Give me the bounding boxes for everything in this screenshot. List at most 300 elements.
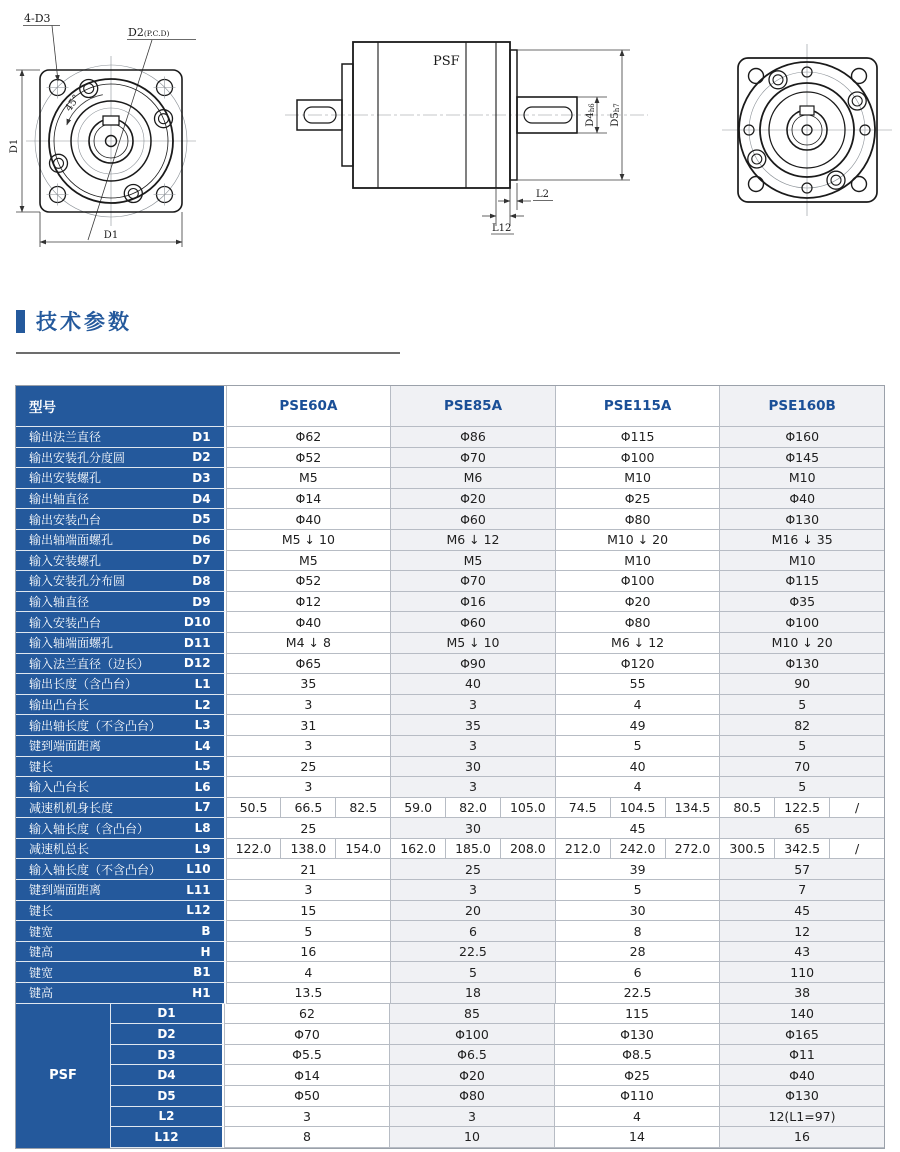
value-cell: Φ11	[719, 1045, 884, 1066]
value-cell: 5	[226, 921, 391, 942]
table-row	[16, 633, 884, 654]
param-name: 减速机总长	[29, 842, 90, 857]
table-row	[16, 592, 884, 613]
value-cell: 40	[555, 757, 720, 778]
param-label-cell	[16, 921, 226, 942]
psf-table-row	[111, 1004, 884, 1025]
value-cell: 15	[226, 901, 391, 922]
value-cell: 104.5	[610, 798, 665, 818]
value-cell: Φ20	[389, 1065, 554, 1086]
value-cell: 66.5	[280, 798, 335, 818]
value-cell: 14	[554, 1127, 719, 1148]
value-cell: Φ14	[226, 489, 391, 510]
value-cell: 40	[390, 674, 555, 695]
value-cell: Φ20	[555, 592, 720, 613]
param-name: 输出法兰直径	[29, 430, 102, 445]
section-header	[16, 306, 132, 336]
value-cell: M5 ↓ 10	[226, 530, 391, 551]
param-label-cell	[16, 489, 226, 510]
param-name: 输入安装螺孔	[29, 553, 102, 568]
value-cell: 12(L1=97)	[719, 1107, 884, 1128]
psf-table-row	[111, 1024, 884, 1045]
value-cell: Φ40	[719, 1065, 884, 1086]
value-cell: Φ50	[224, 1086, 389, 1107]
value-cell: 10	[389, 1127, 554, 1148]
value-cell: 3	[390, 695, 555, 716]
value-cell: 31	[226, 715, 391, 736]
value-cell: 82	[719, 715, 884, 736]
param-code: D1	[111, 1004, 224, 1025]
value-cell: 154.0	[335, 839, 390, 859]
value-cell: /	[829, 839, 884, 859]
value-cell: 162.0	[391, 839, 445, 859]
param-code: D3	[111, 1045, 224, 1066]
dim-d5-flange: D5h7	[610, 103, 622, 127]
value-cell: 242.0	[610, 839, 665, 859]
param-label-cell	[16, 777, 226, 798]
value-cell: M10	[719, 551, 884, 572]
value-cell: 5	[555, 880, 720, 901]
param-code: L7	[194, 800, 211, 815]
value-cell: Φ35	[719, 592, 884, 613]
param-name: 键长	[29, 759, 54, 774]
value-cell: M5 ↓ 10	[390, 633, 555, 654]
value-cell: Φ100	[719, 612, 884, 633]
param-name: 输入凸台长	[29, 780, 90, 795]
table-row	[16, 509, 884, 530]
param-code: L3	[194, 718, 211, 733]
param-code: D3	[192, 470, 211, 485]
psf-rows	[111, 1004, 884, 1148]
value-cell: 3	[226, 880, 391, 901]
psf-group	[16, 1004, 884, 1148]
value-cell: Φ165	[719, 1024, 884, 1045]
param-label-cell	[16, 654, 226, 675]
value-cell: 16	[226, 942, 391, 963]
value-cell: 3	[226, 777, 391, 798]
value-cell: 4	[554, 1107, 719, 1128]
param-name: 键宽	[29, 965, 54, 980]
param-code: D9	[192, 594, 211, 609]
tech-table	[15, 385, 885, 1149]
param-name: 键到端面距离	[29, 739, 102, 754]
value-cell: M4 ↓ 8	[226, 633, 391, 654]
pcd-label: D2(P.C.D)	[128, 26, 170, 39]
value-cell: 138.0	[280, 839, 335, 859]
value-cell: Φ110	[554, 1086, 719, 1107]
param-name: 输出凸台长	[29, 698, 90, 713]
value-cell: 45	[719, 901, 884, 922]
param-code: D7	[192, 553, 211, 568]
table-row	[16, 654, 884, 675]
value-cell: 13.5	[226, 983, 391, 1004]
param-label-cell	[16, 592, 226, 613]
value-cell: 50.5	[227, 798, 281, 818]
param-label-cell	[16, 942, 226, 963]
param-label-cell	[16, 551, 226, 572]
value-cell: 74.5	[556, 798, 610, 818]
param-label-cell	[16, 427, 226, 448]
value-cell: 3	[389, 1107, 554, 1128]
value-cell: 30	[390, 818, 555, 839]
value-cell: 105.0	[500, 798, 555, 818]
value-cell: 3	[390, 880, 555, 901]
value-cell: 16	[719, 1127, 884, 1148]
param-label-cell	[16, 839, 226, 860]
psf-table-row	[111, 1107, 884, 1128]
value-cell: M5	[226, 468, 391, 489]
value-cell: 25	[226, 757, 391, 778]
value-cell: 35	[390, 715, 555, 736]
value-cell: /	[829, 798, 884, 818]
param-code: L5	[194, 759, 211, 774]
value-cell: M10 ↓ 20	[719, 633, 884, 654]
param-name: 输入轴直径	[29, 595, 90, 610]
value-cell: 3	[390, 777, 555, 798]
value-cell: 122.0	[227, 839, 281, 859]
dim-d1-horizontal: D1	[103, 230, 119, 241]
psf-group-label: PSF	[16, 1004, 111, 1148]
value-cell-group	[226, 798, 391, 819]
value-cell: 55	[555, 674, 720, 695]
table-row	[16, 571, 884, 592]
value-cell: Φ100	[555, 571, 720, 592]
table-row	[16, 427, 884, 448]
dim-d1-vertical: D1	[9, 138, 20, 154]
value-cell: Φ6.5	[389, 1045, 554, 1066]
value-cell: Φ12	[226, 592, 391, 613]
psf-table-row	[111, 1045, 884, 1066]
value-cell-group	[226, 839, 391, 860]
value-cell: 115	[554, 1004, 719, 1025]
value-cell: M10 ↓ 20	[555, 530, 720, 551]
table-row	[16, 448, 884, 469]
value-cell: 45	[555, 818, 720, 839]
param-code: D1	[192, 429, 211, 444]
value-cell: 8	[555, 921, 720, 942]
table-row	[16, 530, 884, 551]
table-row	[16, 901, 884, 922]
param-code: L4	[194, 738, 211, 753]
value-cell: 4	[555, 695, 720, 716]
value-cell: 7	[719, 880, 884, 901]
value-cell: 18	[390, 983, 555, 1004]
table-row	[16, 880, 884, 901]
param-label-cell	[16, 715, 226, 736]
param-name: 减速机机身长度	[29, 800, 114, 815]
value-cell: 122.5	[774, 798, 829, 818]
param-code: D4	[192, 491, 211, 506]
value-cell: Φ90	[390, 654, 555, 675]
param-name: 键高	[29, 986, 54, 1001]
param-code: L9	[194, 841, 211, 856]
value-cell: Φ25	[554, 1065, 719, 1086]
technical-drawings	[0, 0, 900, 295]
value-cell: Φ160	[719, 427, 884, 448]
value-cell: Φ40	[226, 612, 391, 633]
param-name: 输入轴端面螺孔	[29, 636, 114, 651]
value-cell: 4	[555, 777, 720, 798]
param-code: D5	[111, 1086, 224, 1107]
psf-table-row	[111, 1127, 884, 1148]
param-label-cell	[16, 633, 226, 654]
value-cell: Φ20	[390, 489, 555, 510]
param-name: 输入安装凸台	[29, 615, 102, 630]
value-cell-group	[719, 839, 884, 860]
param-code: D12	[183, 656, 211, 671]
param-code: H1	[192, 985, 211, 1000]
param-label-cell	[16, 571, 226, 592]
value-cell: 49	[555, 715, 720, 736]
side-view-drawing	[285, 42, 648, 234]
value-cell: Φ145	[719, 448, 884, 469]
param-label-cell	[16, 612, 226, 633]
param-code: L1	[194, 676, 211, 691]
param-code: D8	[192, 573, 211, 588]
value-cell: 21	[226, 859, 391, 880]
param-label-cell	[16, 901, 226, 922]
value-cell: 6	[555, 962, 720, 983]
value-cell: Φ130	[719, 1086, 884, 1107]
param-name: 键高	[29, 945, 54, 960]
param-label-cell	[16, 509, 226, 530]
value-cell: Φ16	[390, 592, 555, 613]
param-label-cell	[16, 798, 226, 819]
param-code: L2	[111, 1107, 224, 1128]
value-cell: 57	[719, 859, 884, 880]
value-cell: 80.5	[720, 798, 774, 818]
param-code: D2	[192, 450, 211, 465]
value-cell: 25	[226, 818, 391, 839]
value-cell: Φ115	[555, 427, 720, 448]
param-label-cell	[16, 818, 226, 839]
param-code: D11	[183, 635, 211, 650]
value-cell: Φ5.5	[224, 1045, 389, 1066]
value-cell: 30	[555, 901, 720, 922]
value-cell: Φ80	[389, 1086, 554, 1107]
model-header-cell	[16, 386, 226, 427]
value-cell: 82.0	[445, 798, 500, 818]
value-cell: M10	[555, 468, 720, 489]
value-cell: Φ40	[719, 489, 884, 510]
table-row	[16, 757, 884, 778]
param-code: L2	[194, 697, 211, 712]
value-cell: Φ60	[390, 612, 555, 633]
value-cell: 12	[719, 921, 884, 942]
value-cell: 43	[719, 942, 884, 963]
param-name: 键长	[29, 903, 54, 918]
model-column-header: PSE160B	[719, 386, 884, 427]
dim-l2: L2	[536, 189, 550, 200]
param-code: L10	[186, 862, 211, 877]
value-cell: 59.0	[391, 798, 445, 818]
value-cell: 22.5	[555, 983, 720, 1004]
value-cell: 208.0	[500, 839, 555, 859]
value-cell: 28	[555, 942, 720, 963]
value-cell: Φ62	[226, 427, 391, 448]
param-label-cell	[16, 695, 226, 716]
param-name: 输出安装孔分度圆	[29, 450, 126, 465]
param-code: B1	[193, 965, 211, 980]
table-row	[16, 921, 884, 942]
value-cell: M6 ↓ 12	[390, 530, 555, 551]
value-cell: 185.0	[445, 839, 500, 859]
param-code: L12	[186, 903, 211, 918]
value-cell: 5	[719, 695, 884, 716]
param-label-cell	[16, 880, 226, 901]
param-name: 键到端面距离	[29, 883, 102, 898]
param-label-cell	[16, 859, 226, 880]
table-row	[16, 798, 884, 819]
value-cell: M5	[226, 551, 391, 572]
section-underline	[16, 352, 400, 354]
param-code: D10	[183, 615, 211, 630]
value-cell: Φ130	[719, 509, 884, 530]
table-row	[16, 551, 884, 572]
value-cell: 272.0	[665, 839, 720, 859]
value-cell: Φ80	[555, 612, 720, 633]
value-cell: Φ86	[390, 427, 555, 448]
value-cell: Φ115	[719, 571, 884, 592]
param-label-cell	[16, 448, 226, 469]
param-code: D4	[111, 1065, 224, 1086]
value-cell: 90	[719, 674, 884, 695]
value-cell: 65	[719, 818, 884, 839]
value-cell-group	[390, 798, 555, 819]
value-cell: Φ100	[389, 1024, 554, 1045]
value-cell-group	[555, 798, 720, 819]
value-cell: 25	[390, 859, 555, 880]
section-title: 技术参数	[36, 310, 132, 334]
value-cell: Φ52	[226, 571, 391, 592]
param-code: D5	[192, 512, 211, 527]
param-code: B	[201, 924, 211, 939]
value-cell: M5	[390, 551, 555, 572]
corner-holes-label: 4-D3	[24, 12, 51, 25]
value-cell: 140	[719, 1004, 884, 1025]
param-name: 输出安装螺孔	[29, 471, 102, 486]
param-code: L12	[111, 1127, 224, 1148]
value-cell: Φ80	[555, 509, 720, 530]
param-name: 输出轴直径	[29, 492, 90, 507]
value-cell: 4	[226, 962, 391, 983]
param-name: 输入法兰直径（边长）	[29, 656, 150, 671]
param-label-cell	[16, 530, 226, 551]
value-cell: 5	[390, 962, 555, 983]
value-cell: M6	[390, 468, 555, 489]
value-cell: 20	[390, 901, 555, 922]
table-row	[16, 983, 884, 1004]
value-cell: 8	[224, 1127, 389, 1148]
value-cell: 3	[226, 695, 391, 716]
param-name: 输入轴长度（含凸台）	[29, 821, 150, 836]
value-cell: Φ100	[555, 448, 720, 469]
value-cell: 70	[719, 757, 884, 778]
value-cell: Φ60	[390, 509, 555, 530]
value-cell: Φ14	[224, 1065, 389, 1086]
param-name: 输出轴端面螺孔	[29, 533, 114, 548]
value-cell: 3	[224, 1107, 389, 1128]
value-cell: 62	[224, 1004, 389, 1025]
section-accent-bar	[16, 310, 25, 333]
table-row	[16, 612, 884, 633]
psf-table-row	[111, 1086, 884, 1107]
table-row	[16, 818, 884, 839]
param-code: L11	[186, 882, 211, 897]
table-row	[16, 859, 884, 880]
front-view-drawing	[9, 12, 196, 247]
table-row	[16, 777, 884, 798]
value-cell: Φ65	[226, 654, 391, 675]
psf-table-row	[111, 1065, 884, 1086]
table-row	[16, 715, 884, 736]
value-cell: 3	[390, 736, 555, 757]
value-cell: Φ70	[390, 448, 555, 469]
param-name: 输入轴长度（不含凸台）	[29, 862, 162, 877]
table-row	[16, 839, 884, 860]
value-cell: Φ120	[555, 654, 720, 675]
value-cell: 110	[719, 962, 884, 983]
value-cell: Φ25	[555, 489, 720, 510]
param-label-cell	[16, 962, 226, 983]
value-cell: 5	[555, 736, 720, 757]
dim-l12: L12	[492, 223, 512, 234]
table-row	[16, 695, 884, 716]
value-cell: M10	[719, 468, 884, 489]
param-name: 输出轴长度（不含凸台）	[29, 718, 162, 733]
value-cell: Φ52	[226, 448, 391, 469]
param-label-cell	[16, 757, 226, 778]
table-row	[16, 942, 884, 963]
value-cell: 85	[389, 1004, 554, 1025]
value-cell: 3	[226, 736, 391, 757]
param-label-cell	[16, 983, 226, 1004]
value-cell: 300.5	[720, 839, 774, 859]
value-cell: 22.5	[390, 942, 555, 963]
value-cell: Φ130	[554, 1024, 719, 1045]
value-cell: 212.0	[556, 839, 610, 859]
param-name: 输出长度（含凸台）	[29, 677, 138, 692]
param-code: D2	[111, 1024, 224, 1045]
param-name: 输入安装孔分布圆	[29, 574, 126, 589]
table-row	[16, 489, 884, 510]
table-header-row	[16, 386, 884, 427]
value-cell-group	[555, 839, 720, 860]
value-cell: Φ8.5	[554, 1045, 719, 1066]
value-cell: 82.5	[335, 798, 390, 818]
model-column-header: PSE60A	[226, 386, 391, 427]
value-cell: 39	[555, 859, 720, 880]
param-label-cell	[16, 674, 226, 695]
value-cell-group	[390, 839, 555, 860]
value-cell: 5	[719, 777, 884, 798]
body-brand-label: PSF	[433, 54, 460, 69]
param-code: L8	[194, 821, 211, 836]
value-cell: 134.5	[665, 798, 720, 818]
param-name: 键宽	[29, 924, 54, 939]
model-header-label: 型号	[29, 400, 56, 416]
value-cell: Φ70	[390, 571, 555, 592]
value-cell: Φ40	[226, 509, 391, 530]
value-cell: 5	[719, 736, 884, 757]
dim-d4-shaft: D4h6	[585, 103, 597, 127]
param-label-cell	[16, 468, 226, 489]
value-cell: 342.5	[774, 839, 829, 859]
angle-label: 45°	[63, 92, 83, 114]
table-row	[16, 468, 884, 489]
param-code: H	[200, 944, 211, 959]
table-row	[16, 962, 884, 983]
